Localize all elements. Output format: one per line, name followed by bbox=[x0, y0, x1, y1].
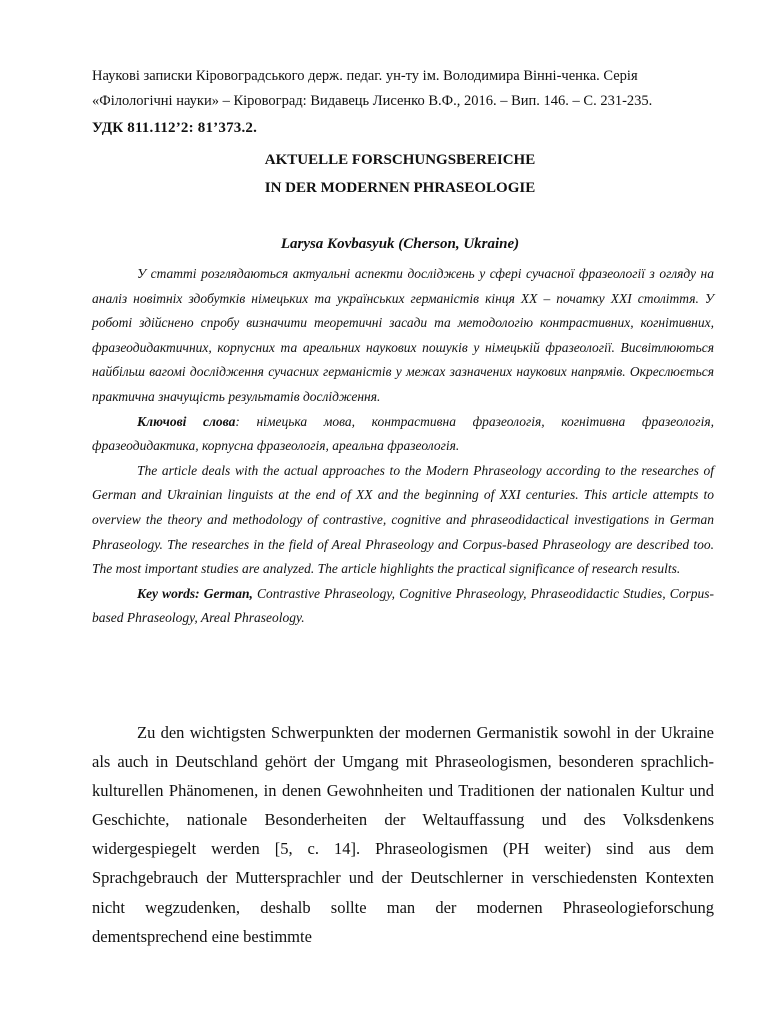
main-text bbox=[92, 718, 714, 951]
abstract-english: The article deals with the actual approaches to the Modern Phraseology according to the researches of German and Ukrainian linguists at the end of ХХ and the beginning of ХХІ centuries. This article attempts to overview the theory and methodology of contrastive, cognitive and phraseodidactical investigations in German Phraseology. The researches in the field of Areal Phraseology and Corpus-based Phraseology are described too. The most important studies are analyzed. The article highlights the practical significance of research results. bbox=[92, 462, 714, 577]
article-title-line-1: AKTUELLE FORSCHUNGSBEREICHE bbox=[264, 152, 536, 168]
keywords-ukrainian-label: Ключові слова bbox=[137, 413, 236, 429]
abstract-ukrainian: У статті розглядаються актуальні аспекти досліджень у сфері сучасної фразеології з огляду на аналіз новітніх здобутків німецьких та українських германістів кінця ХХ – початку ХХІ століття. У роботі здійснено спробу визначити теоретичні засади та методологію контрастивних, когнітивних, фразеодидактичних, корпусних та ареальних наукових пошуків у німецькій фразеології. Висвітлюються найбільш вагомі дослідження сучасних германістів у межах зазначених наукових напрямів. Окреслюється практична значущість результатів дослідження. bbox=[92, 266, 714, 404]
keywords-english-text: Contrastive Phraseology, Cognitive Phraseology, Phraseodidactic Studies, Corpus-based Phraseology, Areal Phraseology. bbox=[92, 585, 715, 626]
journal-header bbox=[92, 64, 732, 114]
journal-header-line-1: Наукові записки Кіровоградського держ. педаг. ун-ту ім. Володимира Вінні-ченка. Серія bbox=[92, 68, 638, 84]
udk-code: УДК 811.112’2: 81’373.2. bbox=[92, 120, 258, 136]
keywords-english-label: Key words: bbox=[137, 585, 200, 601]
journal-header-line-2: «Філологічні науки» – Кіровоград: Видавець Лисенко В.Ф., 2016. – Вип. 146. – С. 231-235. bbox=[92, 93, 653, 109]
keywords-ukrainian-text: : німецька мова, контрастивна фразеологія, когнітивна фразеологія, фразеодидактика, корпусна фразеологія, ареальна фразеологія. bbox=[92, 413, 714, 454]
keywords-english-first: German, bbox=[203, 585, 253, 601]
keywords-ukrainian bbox=[92, 410, 714, 459]
body-paragraph: Zu den wichtigsten Schwerpunkten der modernen Germanistik sowohl in der Ukraine als auch in Deutschland gehört der Umgang mit Phraseologismen, besonderen sprachlich-kulturellen Phänomenen, in denen Gewohnheiten und Traditionen der nationalen Kultur und Geschichte, nationale Besonderheiten der Weltauffassung und des Volksdenkens widergespiegelt werden [5, c. 14]. Phraseologismen (PH weiter) sind aus dem Sprachgebrauch der Muttersprachler und der Deutschlerner in verschiedensten Kontexten nicht wegzudenken, deshalb sollte man der modernen Phraseologieforschung dementsprechend eine bestimmte bbox=[92, 723, 714, 946]
keywords-english bbox=[92, 582, 714, 631]
article-title-line-2: IN DER MODERNEN PHRASEOLOGIE bbox=[264, 180, 536, 196]
abstract-ukrainian-block bbox=[92, 262, 714, 631]
author-line: Larysa Kovbasyuk (Cherson, Ukraine) bbox=[280, 236, 520, 252]
